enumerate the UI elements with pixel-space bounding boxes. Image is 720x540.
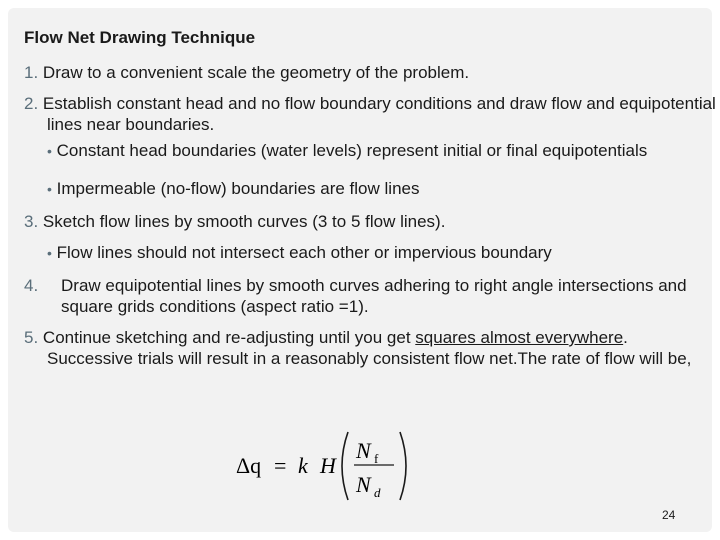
step-text: Sketch flow lines by smooth curves (3 to 5 flow lines). [42, 212, 446, 231]
bullet-icon: • [47, 143, 52, 159]
step-number: 1. [24, 63, 39, 82]
formula-equals: = [274, 453, 287, 478]
numerator-subscript: f [374, 451, 379, 466]
bullet-text: Constant head boundaries (water levels) represent initial or final equipotentials [56, 141, 648, 160]
step-text-after: . Successive trials will result in a reasonably consistent flow net.The rate of flow will be, [47, 328, 692, 368]
left-paren [342, 432, 348, 500]
denominator-subscript: d [374, 485, 381, 500]
formula-k: k [298, 453, 308, 478]
step-text: Establish constant head and no flow boundary conditions and draw flow and equipotential lines near boundaries. [42, 94, 716, 134]
right-paren [400, 432, 406, 500]
denominator-N: N [356, 472, 371, 497]
sub-bullet-constant-head [47, 143, 705, 159]
formula-H: H [320, 453, 336, 478]
bullet-text: Flow lines should not intersect each other or impervious boundary [56, 243, 552, 262]
sub-bullet-flow-lines [47, 245, 705, 261]
step-1 [24, 62, 717, 83]
bullet-icon: • [47, 245, 52, 261]
formula-lhs: Δq [236, 453, 262, 478]
slide-title: Flow Net Drawing Technique [24, 28, 256, 47]
step-number: 4. [24, 276, 39, 295]
bullet-text: Impermeable (no-flow) boundaries are flow lines [56, 179, 420, 198]
step-text: Draw to a convenient scale the geometry of the problem. [42, 63, 470, 82]
page-number: 24 [662, 508, 676, 522]
step-text-before: Continue sketching and re-adjusting until you get [42, 328, 416, 347]
step-4 [24, 275, 720, 317]
sub-bullet-impermeable [47, 181, 705, 197]
step-number: 2. [24, 94, 39, 113]
step-5 [24, 327, 717, 369]
step-number: 5. [24, 328, 39, 347]
step-3 [24, 211, 717, 232]
step-text: Draw equipotential lines by smooth curves adhering to right angle intersections and square grids conditions (aspect ratio =1). [61, 276, 687, 316]
step-number: 3. [24, 212, 39, 231]
numerator-N: N [356, 438, 371, 463]
flow-rate-formula [236, 428, 416, 504]
step-2 [24, 93, 717, 135]
bullet-icon: • [47, 181, 52, 197]
step-text-underlined: squares almost everywhere [415, 328, 624, 347]
